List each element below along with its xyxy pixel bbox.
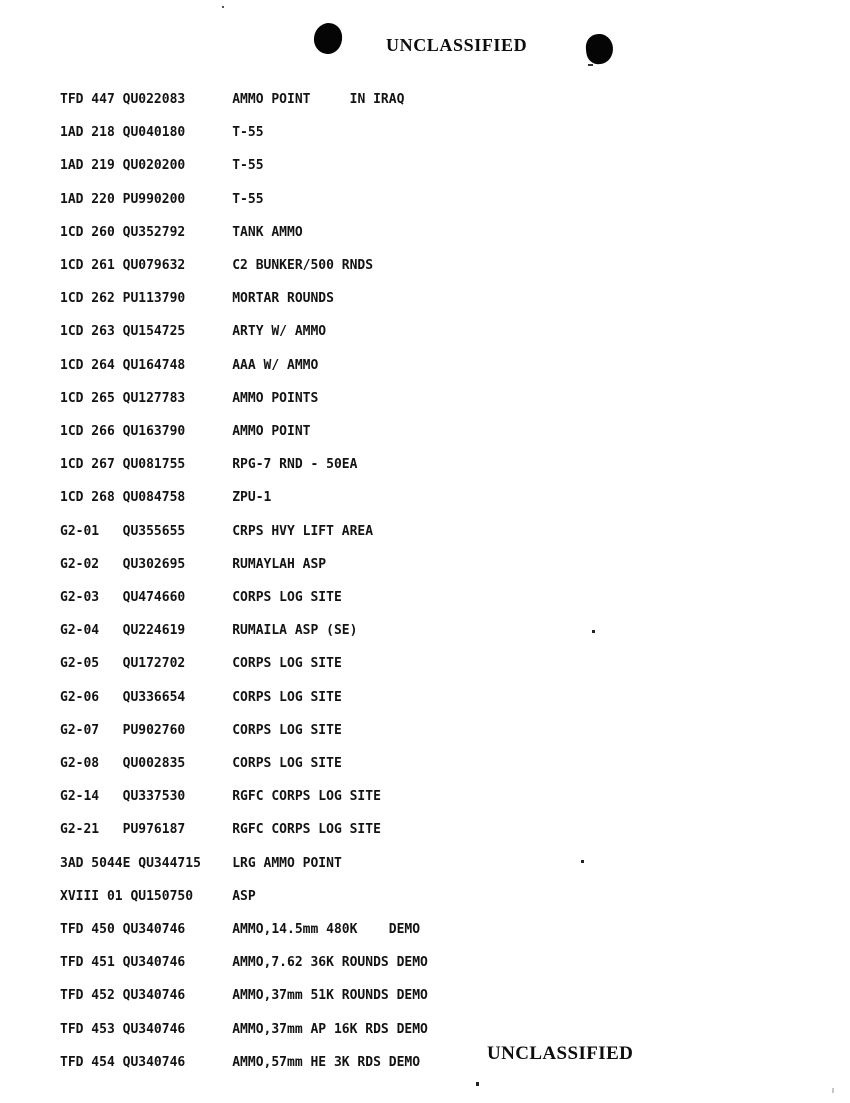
site-id-cell: TFD 454 [60, 1055, 123, 1070]
grid-ref-cell: QU081755 [122, 457, 186, 472]
description-cell: AMMO,14.5mm 480K [185, 922, 358, 937]
grid-ref-cell: PU976187 [122, 822, 186, 837]
status-cell: DEMO [388, 1022, 428, 1037]
status-cell: DEMO [380, 1055, 421, 1070]
table-row [60, 126, 264, 139]
site-id-cell: G2-05 [60, 656, 123, 671]
description-cell: RUMAILA ASP (SE) [185, 623, 358, 638]
grid-ref-cell: QU355655 [122, 524, 186, 539]
description-cell: ARTY W/ AMMO [185, 324, 327, 339]
site-id-cell: 1CD 264 [60, 358, 123, 373]
grid-ref-cell: QU337530 [122, 789, 186, 804]
grid-ref-cell: QU336654 [122, 690, 186, 705]
table-row [60, 989, 428, 1002]
grid-ref-cell: QU163790 [122, 424, 186, 439]
grid-ref-cell: PU113790 [122, 291, 186, 306]
site-id-cell: G2-14 [60, 789, 123, 804]
table-row [60, 226, 303, 239]
description-cell: RGFC CORPS LOG SITE [185, 789, 381, 804]
footer-classification-marking: UNCLASSIFIED [487, 1043, 634, 1064]
table-row [60, 956, 428, 969]
grid-ref-cell: QU172702 [122, 656, 186, 671]
table-row [60, 757, 342, 770]
table-row [60, 491, 271, 504]
site-id-cell: 1AD 220 [60, 192, 123, 207]
grid-ref-cell: QU302695 [122, 557, 186, 572]
site-id-cell: XVIII 01 [60, 889, 131, 904]
description-cell: AMMO POINT [185, 92, 311, 107]
description-cell: CRPS HVY LIFT AREA [185, 524, 374, 539]
grid-ref-cell: QU340746 [122, 922, 186, 937]
description-cell: AAA W/ AMMO [185, 358, 319, 373]
table-row [60, 923, 420, 936]
description-cell: CORPS LOG SITE [185, 656, 342, 671]
site-id-cell: G2-06 [60, 690, 123, 705]
description-cell: T-55 [185, 125, 264, 140]
scan-speck [476, 1082, 479, 1086]
table-row [60, 425, 310, 438]
table-row [60, 159, 264, 172]
description-cell: RUMAYLAH ASP [185, 557, 327, 572]
table-row [60, 292, 334, 305]
site-id-cell: G2-07 [60, 723, 123, 738]
table-row [60, 525, 373, 538]
scan-speck [581, 860, 584, 863]
description-cell: T-55 [185, 158, 264, 173]
table-row [60, 325, 326, 338]
description-cell: ZPU-1 [185, 490, 272, 505]
site-id-cell: TFD 451 [60, 955, 123, 970]
header-classification-marking: UNCLASSIFIED [386, 35, 528, 55]
site-id-cell: 1CD 267 [60, 457, 123, 472]
table-row [60, 193, 264, 206]
site-id-cell: 1CD 265 [60, 391, 123, 406]
grid-ref-cell: QU344715 [138, 856, 201, 871]
grid-ref-cell: QU224619 [122, 623, 186, 638]
site-id-cell: G2-08 [60, 756, 123, 771]
description-cell: AMMO,7.62 36K ROUNDS [185, 955, 389, 970]
site-id-cell: TFD 447 [60, 92, 123, 107]
grid-ref-cell: QU150750 [130, 889, 194, 904]
site-id-cell: 1AD 218 [60, 125, 123, 140]
table-row [60, 591, 342, 604]
grid-ref-cell: QU022083 [122, 92, 186, 107]
grid-ref-cell: QU340746 [122, 1022, 186, 1037]
table-row [60, 691, 342, 704]
table-row [60, 624, 357, 637]
description-cell: CORPS LOG SITE [185, 590, 342, 605]
table-row [60, 657, 342, 670]
table-row [60, 857, 342, 870]
description-cell: AMMO,57mm HE 3K RDS [185, 1055, 381, 1070]
site-id-cell: 1CD 262 [60, 291, 123, 306]
table-row [60, 392, 318, 405]
table-row [60, 458, 357, 471]
grid-ref-cell: QU020200 [122, 158, 186, 173]
description-cell: CORPS LOG SITE [185, 690, 342, 705]
status-cell: DEMO [388, 955, 428, 970]
description-cell: AMMO POINTS [185, 391, 319, 406]
table-row [60, 790, 381, 803]
table-row [60, 823, 381, 836]
description-cell: C2 BUNKER/500 RNDS [185, 258, 374, 273]
table-row [60, 259, 373, 272]
grid-ref-cell: QU084758 [122, 490, 186, 505]
description-cell: CORPS LOG SITE [185, 723, 342, 738]
table-row [60, 1056, 420, 1069]
grid-ref-cell: QU340746 [122, 955, 186, 970]
site-id-cell: 1CD 266 [60, 424, 123, 439]
description-cell: AMMO POINT [185, 424, 311, 439]
scan-speck [592, 630, 595, 633]
grid-ref-cell: QU154725 [122, 324, 186, 339]
description-cell: AMMO,37mm 51K ROUNDS [185, 988, 389, 1003]
description-cell: T-55 [185, 192, 264, 207]
site-id-cell: G2-02 [60, 557, 123, 572]
grid-ref-cell: QU352792 [122, 225, 186, 240]
site-id-cell: 1CD 261 [60, 258, 123, 273]
site-id-cell: 3AD 5044E [60, 856, 139, 871]
site-id-cell: TFD 453 [60, 1022, 123, 1037]
description-cell: CORPS LOG SITE [185, 756, 342, 771]
description-cell: AMMO,37mm AP 16K RDS [185, 1022, 389, 1037]
site-id-cell: G2-03 [60, 590, 123, 605]
table-row [60, 890, 256, 903]
grid-ref-cell: PU902760 [122, 723, 186, 738]
table-row [60, 359, 318, 372]
site-id-cell: G2-04 [60, 623, 123, 638]
status-cell: DEMO [388, 988, 428, 1003]
grid-ref-cell: QU164748 [122, 358, 186, 373]
grid-ref-cell: QU340746 [122, 1055, 186, 1070]
site-id-cell: G2-21 [60, 822, 123, 837]
scan-speck [832, 1088, 834, 1093]
site-id-cell: TFD 450 [60, 922, 123, 937]
description-cell: LRG AMMO POINT [200, 856, 342, 871]
grid-ref-cell: QU040180 [122, 125, 186, 140]
scan-speck [588, 64, 593, 66]
grid-ref-cell: QU474660 [122, 590, 186, 605]
table-row [60, 1023, 428, 1036]
table-row [60, 724, 342, 737]
table-row [60, 558, 326, 571]
site-id-cell: 1CD 260 [60, 225, 123, 240]
scan-speck [222, 6, 224, 8]
grid-ref-cell: QU079632 [122, 258, 186, 273]
site-id-cell: 1CD 263 [60, 324, 123, 339]
status-cell: DEMO [357, 922, 421, 937]
grid-ref-cell: PU990200 [122, 192, 186, 207]
site-id-cell: 1AD 219 [60, 158, 123, 173]
table-row [60, 93, 404, 106]
grid-ref-cell: QU340746 [122, 988, 186, 1003]
site-id-cell: TFD 452 [60, 988, 123, 1003]
description-cell: RPG-7 RND - 50EA [185, 457, 358, 472]
description-cell: ASP [193, 889, 256, 904]
description-cell: TANK AMMO [185, 225, 303, 240]
site-id-cell: G2-01 [60, 524, 123, 539]
description-cell: MORTAR ROUNDS [185, 291, 334, 306]
location-cell: IN IRAQ [310, 92, 405, 107]
grid-ref-cell: QU002835 [122, 756, 186, 771]
site-id-cell: 1CD 268 [60, 490, 123, 505]
description-cell: RGFC CORPS LOG SITE [185, 822, 381, 837]
grid-ref-cell: QU127783 [122, 391, 186, 406]
